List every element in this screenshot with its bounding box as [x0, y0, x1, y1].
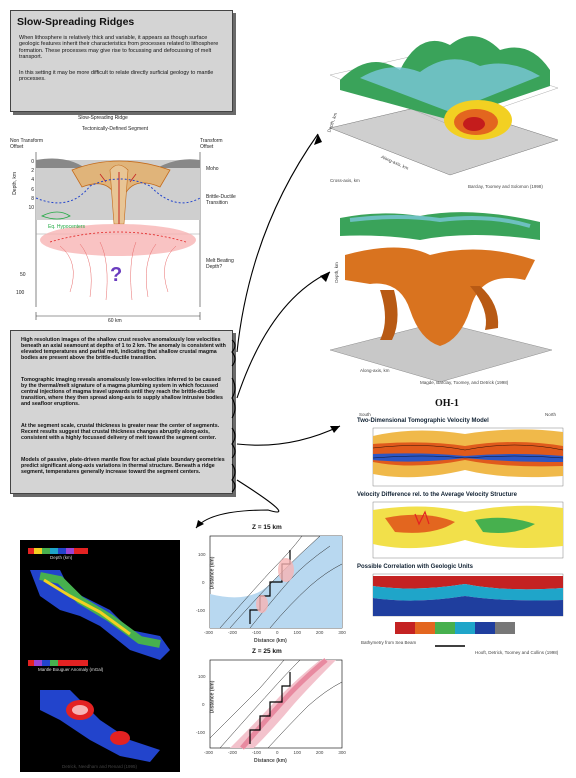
finding-paragraph-4: Models of passive, plate-driven mantle flow for actual plate boundary geometries predict significant along-axis variations in thermal structure. Beneath a ridge segment, temperatures generally increase toward the segment centers.	[21, 457, 225, 476]
oh1-panel2-title: Velocity Difference rel. to the Average Velocity Structure	[357, 492, 517, 498]
schematic-left-label: Non Transform Offset	[10, 138, 44, 150]
figure-3d-middle-ylabel: Depth, km	[333, 262, 339, 283]
schematic-bdt-label: Brittle-Ductile Transition	[206, 194, 236, 206]
oh1-panel1-title: Two-Dimensional Tomographic Velocity Model	[357, 418, 489, 424]
figure-3d-middle	[320, 200, 555, 390]
schematic-eq-label: Eq. Hypocenters	[48, 224, 85, 230]
schematic-right-label: Transform Offset	[200, 138, 223, 150]
maps-label-top: Depth (km)	[50, 555, 73, 560]
schematic-moho-label: Moho	[206, 166, 219, 172]
oh1-legend-label: Bathymetry from Sea Beam	[361, 640, 417, 645]
z25-title: Z = 25 km	[252, 648, 282, 655]
figure-z25	[190, 648, 350, 776]
z25-ytick-neg100: -100	[196, 730, 206, 735]
z25-ytick-0: 0	[202, 702, 205, 707]
intro-paragraph-1: When lithosphere is relatively thick and variable, it appears as though surface geologic features inherit their characteristics from processes related to lithosphere formation. These processes may give rise to focussing and defocussing of melt transport.	[19, 35, 219, 61]
z25-ylabel: Distance (km)	[209, 680, 216, 714]
figure-z15	[190, 524, 350, 646]
z15-ytick-0: 0	[202, 580, 205, 585]
schematic-tick-50: 50	[20, 272, 26, 278]
z15-title: Z = 15 km	[252, 524, 282, 531]
z15-xticks: -300 -200 -100 0 100 200 300	[204, 630, 346, 635]
finding-paragraph-3: At the segment scale, crustal thickness is greater near the center of segments. Recent results suggest that crustal thickness changes abruptly along-axis, consistent with a highly focussed delivery of melt toward the segment center.	[21, 423, 220, 442]
finding-paragraph-1: High resolution images of the shallow crust resolve anomalously low velocities beneath an axial seamount at depths of 1 to 2 km. The anomaly is consistent with elevated temperatures and partial melt, indicating that shallow crustal magma bodies are present above the brittle-ductile transition.	[21, 337, 226, 362]
z25-ytick-100: 100	[198, 674, 206, 679]
intro-paragraph-2: In this setting it may be more difficult to relate directly surficial geology to mantle processes.	[19, 70, 214, 83]
oh1-drawings	[355, 396, 570, 658]
schematic-melt-label: Melt Beating Depth?	[206, 258, 234, 270]
z15-ytick-100: 100	[198, 552, 206, 557]
z15-xlabel: Distance (km)	[254, 638, 287, 644]
maps-drawing	[20, 540, 180, 772]
figure-3d-top-zlabel: Cross-axis, km	[330, 178, 360, 183]
figure-3d-top-caption: Barclay, Toomey and Solomon (1998)	[468, 184, 543, 189]
oh1-north-label: North	[545, 412, 557, 417]
maps-caption: Detrick, Needham and Renard (1995)	[62, 764, 138, 769]
z25-xticks: -300 -200 -100 0 100 200 300	[204, 750, 346, 755]
maps-label-bottom: Mantle Bouguer Anomaly (mGal)	[38, 667, 104, 672]
figure-3d-middle-caption: Magde, Barclay, Toomey, and Detrick (1998)	[420, 380, 509, 385]
figure-3d-top	[300, 20, 560, 195]
z15-ytick-neg100: -100	[196, 608, 206, 613]
finding-paragraph-2: Tomographic imaging reveals anomalously low-velocities inferred to be caused by the thermal/melt signature of a magma plumbing system in which focussed central injections of magma travel upwards until they reach the brittle-ductile transition, where they then spread along-axis to supply shallow intrusive bodies and seafloor eruptions.	[21, 377, 223, 408]
figure-3d-top-drawing	[300, 20, 560, 195]
figure-oh1	[355, 396, 570, 658]
z15-ylabel: Distance (km)	[209, 556, 216, 590]
schematic-scale-label: 60 km	[108, 318, 122, 324]
figure-3d-top-ylabel: Depth, km	[326, 112, 339, 133]
z25-xlabel: Distance (km)	[254, 758, 287, 764]
figure-3d-middle-drawing	[320, 200, 555, 390]
schematic-subtitle: Tectonically-Defined Segment	[81, 126, 149, 132]
schematic-title: Slow-Spreading Ridge	[78, 115, 128, 121]
schematic-ylabel: Depth, km	[12, 172, 18, 195]
page-title: Slow-Spreading Ridges	[17, 16, 135, 28]
oh1-south-label: South	[359, 412, 371, 417]
oh1-panel3-title: Possible Correlation with Geologic Units	[357, 564, 474, 570]
figure-maps	[20, 540, 180, 772]
figure-3d-top-xlabel: Along-axis, km	[380, 154, 410, 171]
schematic-depth-ticks: 0 2 4 6 8 10	[28, 159, 34, 212]
schematic-tick-100: 100	[16, 290, 25, 296]
oh1-caption: Hooft, Detrick, Toomey and Collins (1998)	[475, 650, 559, 655]
figure-3d-middle-xlabel: Along-axis, km	[360, 368, 390, 373]
oh1-title: OH-1	[435, 398, 459, 409]
schematic-question-mark: ?	[110, 264, 123, 286]
